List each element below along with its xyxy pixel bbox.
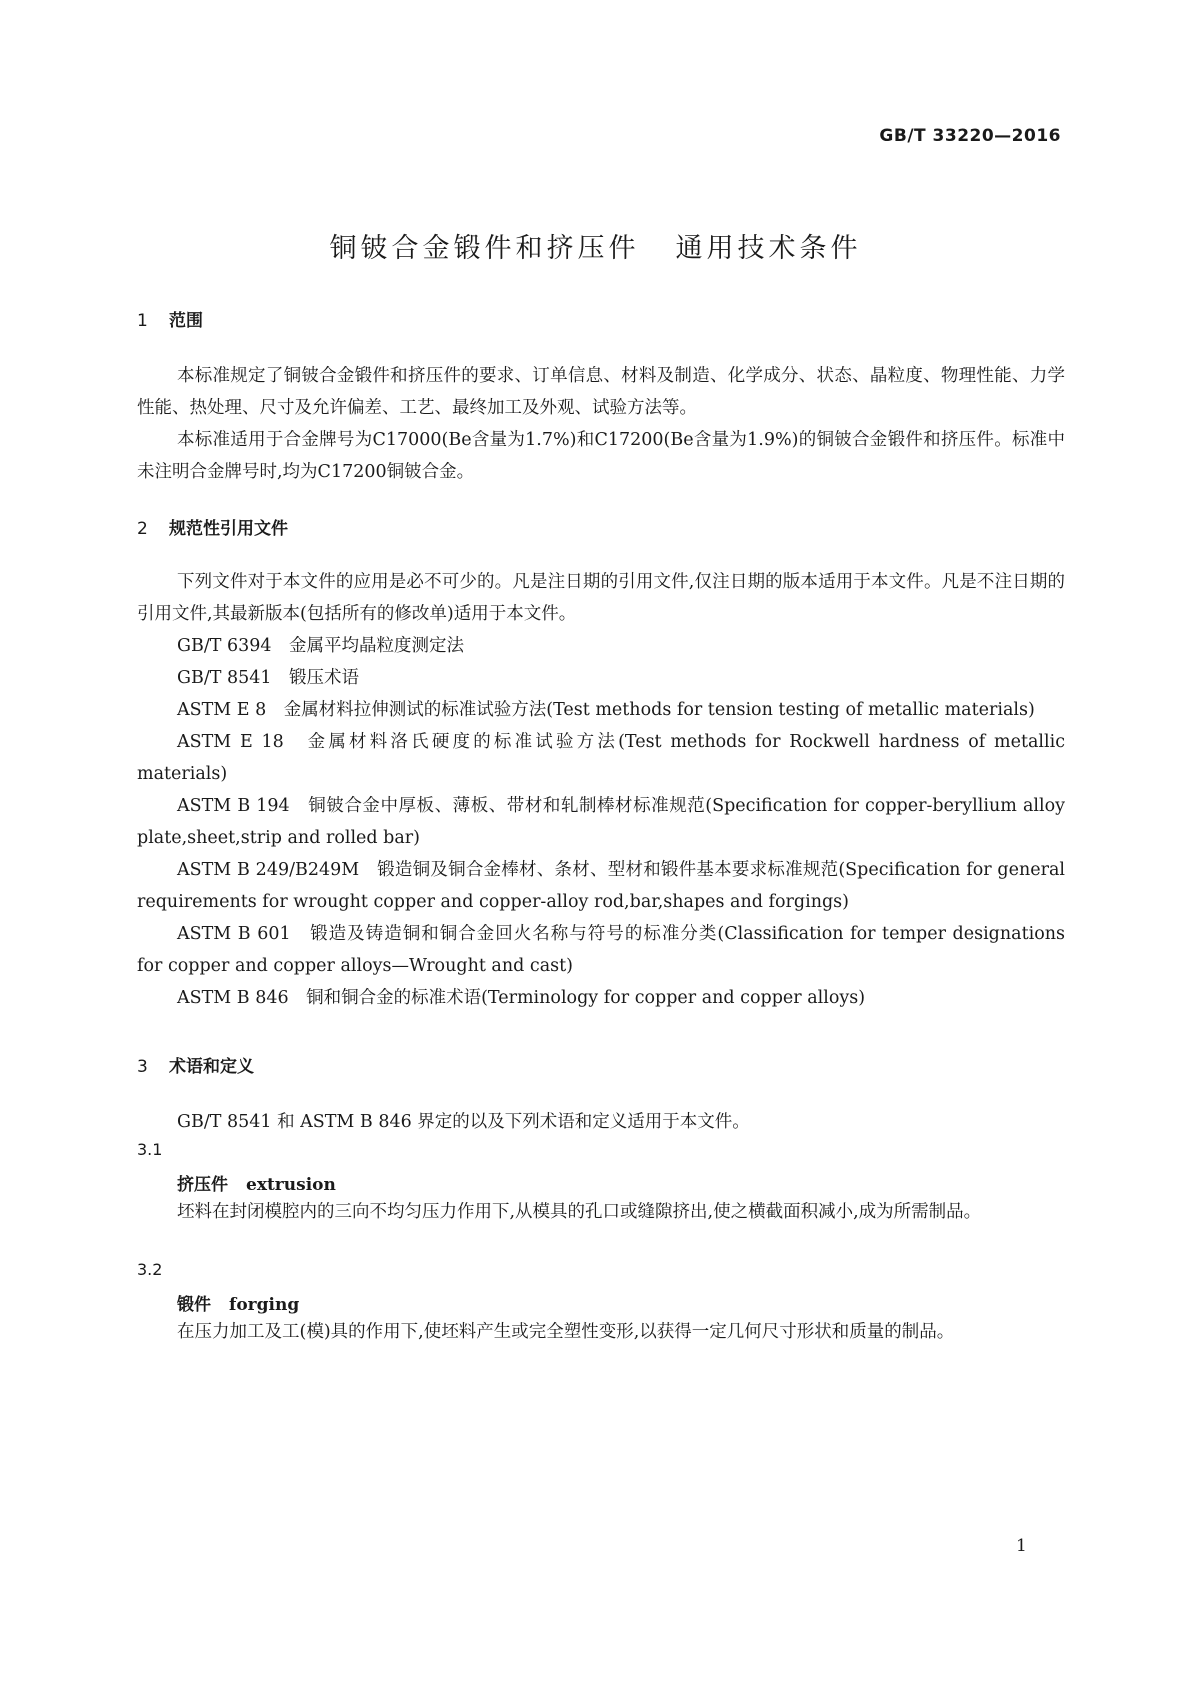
- reference-item: ASTM E 8 金属材料拉伸测试的标准试验方法(Test methods for tension testing of metallic materials): [177, 700, 1035, 720]
- reference-item: GB/T 8541 锻压术语: [177, 668, 360, 688]
- page-title: [0, 226, 1191, 265]
- clause-number: 3.2: [137, 1260, 163, 1279]
- section-3-heading: [137, 1052, 254, 1077]
- section-2-heading: [137, 514, 288, 539]
- term-definition: [137, 1316, 1065, 1348]
- paragraph: 本标准规定了铜铍合金锻件和挤压件的要求、订单信息、材料及制造、化学成分、状态、晶粒度、物理性能、力学性能、热处理、尺寸及允许偏差、工艺、最终加工及外观、试验方法等。: [137, 366, 1065, 418]
- section-2-body: [137, 566, 1065, 1014]
- term-en: extrusion: [246, 1175, 336, 1195]
- term-en: forging: [229, 1295, 300, 1315]
- section-title: 范围: [169, 311, 203, 331]
- term-heading: [177, 1170, 336, 1195]
- standard-id: GB/T 33220—2016: [879, 126, 1061, 146]
- reference-item: ASTM B 249/B249M 锻造铜及铜合金棒材、条材、型材和锻件基本要求标准规范(Specification for general requirements for wrought copper and copper-alloy rod,bar,shapes and forgings): [137, 860, 1065, 912]
- section-title: 术语和定义: [169, 1057, 254, 1077]
- paragraph: 下列文件对于本文件的应用是必不可少的。凡是注日期的引用文件,仅注日期的版本适用于本文件。凡是不注日期的引用文件,其最新版本(包括所有的修改单)适用于本文件。: [137, 572, 1065, 624]
- title-part-1: 铜铍合金锻件和挤压件: [329, 233, 640, 264]
- section-1-heading: [137, 306, 203, 331]
- section-number: 1: [137, 311, 148, 331]
- section-3-intro: [137, 1106, 1065, 1138]
- reference-item: ASTM B 846 铜和铜合金的标准术语(Terminology for copper and copper alloys): [177, 988, 866, 1008]
- section-title: 规范性引用文件: [169, 519, 288, 539]
- clause-number: 3.1: [137, 1140, 163, 1159]
- term-heading: [177, 1290, 299, 1315]
- reference-item: ASTM B 194 铜铍合金中厚板、薄板、带材和轧制棒材标准规范(Specification for copper-beryllium alloy plate,sheet,strip and rolled bar): [137, 796, 1065, 848]
- term-zh: 锻件: [177, 1295, 211, 1315]
- definition-text: 在压力加工及工(模)具的作用下,使坯料产生或完全塑性变形,以获得一定几何尺寸形状和质量的制品。: [177, 1322, 955, 1342]
- title-part-2: 通用技术条件: [675, 233, 862, 264]
- reference-item: ASTM E 18 金属材料洛氏硬度的标准试验方法(Test methods for Rockwell hardness of metallic materials): [137, 732, 1065, 784]
- section-number: 3: [137, 1057, 148, 1077]
- paragraph: 本标准适用于合金牌号为C17000(Be含量为1.7%)和C17200(Be含量为1.9%)的铜铍合金锻件和挤压件。标准中未注明合金牌号时,均为C17200铜铍合金。: [137, 430, 1065, 482]
- section-1-body: [137, 360, 1065, 488]
- section-number: 2: [137, 519, 148, 539]
- term-definition: [137, 1196, 1065, 1228]
- page-number: 1: [1016, 1536, 1027, 1556]
- paragraph: GB/T 8541 和 ASTM B 846 界定的以及下列术语和定义适用于本文件。: [177, 1112, 750, 1132]
- definition-text: 坯料在封闭模腔内的三向不均匀压力作用下,从模具的孔口或缝隙挤出,使之横截面积减小,成为所需制品。: [177, 1202, 982, 1222]
- term-zh: 挤压件: [177, 1175, 228, 1195]
- reference-item: GB/T 6394 金属平均晶粒度测定法: [177, 636, 465, 656]
- reference-item: ASTM B 601 锻造及铸造铜和铜合金回火名称与符号的标准分类(Classification for temper designations for copper and copper alloys—Wrought and cast): [137, 924, 1065, 976]
